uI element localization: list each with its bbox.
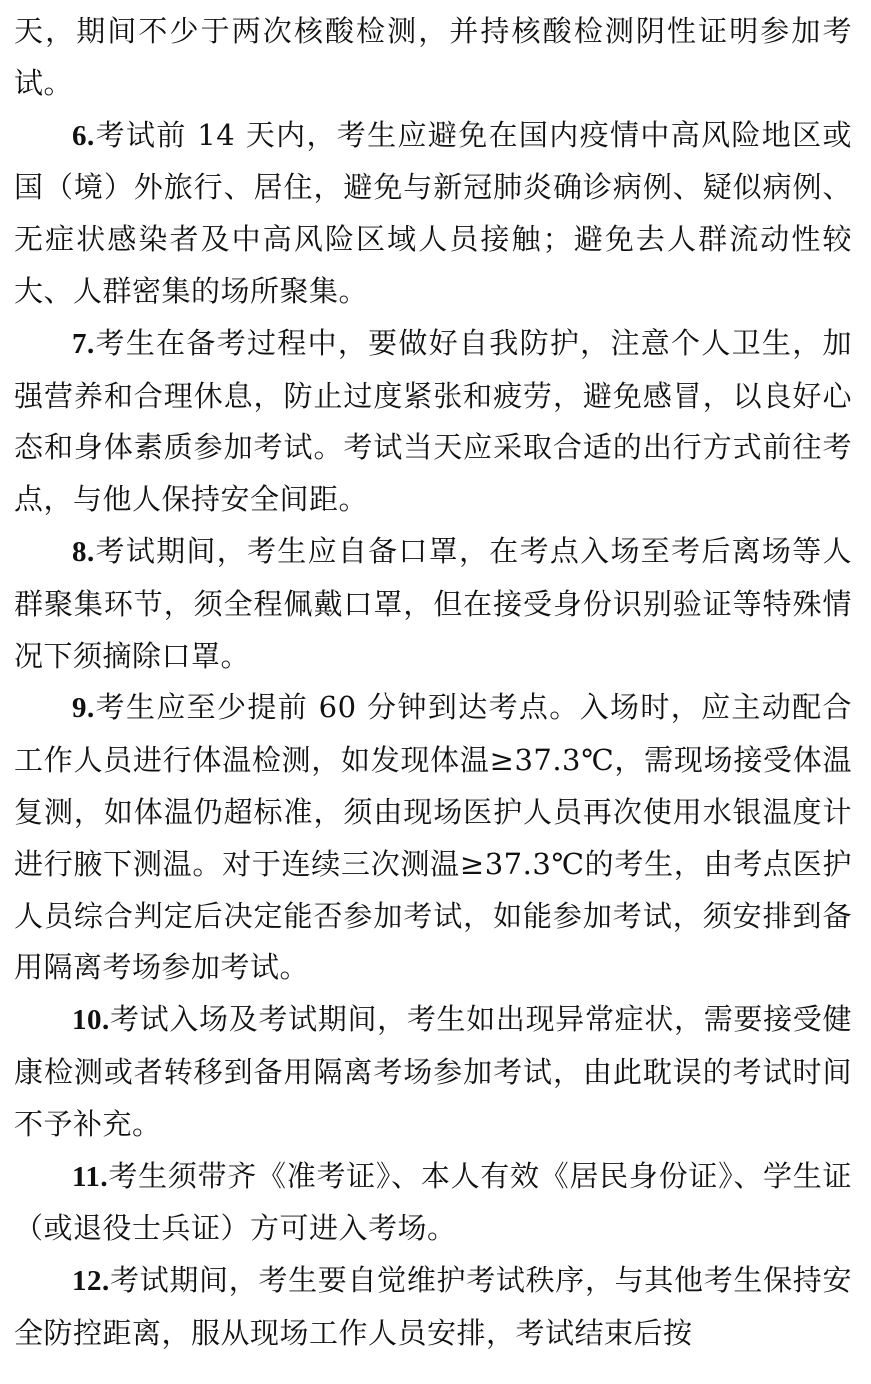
item-number: 8. [72, 535, 95, 568]
item-number: 12. [72, 1265, 110, 1298]
item-number: 9. [72, 692, 95, 725]
paragraph-text: 考生应至少提前 60 分钟到达考点。入场时，应主动配合工作人员进行体温检测，如发现体温≥37.3℃，需现场接受体温复测，如体温仍超标准，须由现场医护人员再次使用水银温度计进行腋下测温。对于连续三次测温≥37.3℃的考生，由考点医护人员综合判定后决定能否参加考试，如能参加考试，须安排到备用隔离考场参加考试。 [14, 690, 852, 985]
paragraph-text: 考试入场及考试期间，考生如出现异常症状，需要接受健康检测或者转移到备用隔离考场参加考试，由此耽误的考试时间不予补充。 [14, 1002, 852, 1141]
paragraph-text: 考生在备考过程中，要做好自我防护，注意个人卫生，加强营养和合理休息，防止过度紧张和疲劳，避免感冒，以良好心态和身体素质参加考试。考试当天应采取合适的出行方式前往考点，与他人保持安全间距。 [14, 325, 852, 517]
paragraph-item-11 [14, 1151, 852, 1256]
paragraph-item-9 [14, 682, 852, 994]
paragraph-text: 考生须带齐《准考证》、本人有效《居民身份证》、学生证（或退役士兵证）方可进入考场。 [14, 1158, 852, 1246]
paragraph-text: 考试期间，考生应自备口罩，在考点入场至考后离场等人群聚集环节，须全程佩戴口罩，但在接受身份识别验证等特殊情况下须摘除口罩。 [14, 533, 852, 673]
paragraph-text: 考试前 14 天内，考生应避免在国内疫情中高风险地区或国（境）外旅行、居住，避免与新冠肺炎确诊病例、疑似病例、无症状感染者及中高风险区域人员接触；避免去人群流动性较大、人群密集的场所聚集。 [14, 117, 852, 308]
paragraph-text: 考试期间，考生要自觉维护考试秩序，与其他考生保持安全防控距离，服从现场工作人员安排，考试结束后按 [14, 1263, 852, 1350]
paragraph-item-7 [14, 318, 852, 526]
paragraph-item-6 [14, 110, 852, 318]
paragraph-item-10 [14, 994, 852, 1150]
item-number: 7. [72, 327, 95, 360]
paragraph-item-8 [14, 526, 852, 682]
document-page [14, 6, 852, 1360]
paragraph-text: 天，期间不少于两次核酸检测，并持核酸检测阴性证明参加考试。 [14, 14, 852, 100]
item-number: 10. [72, 1004, 110, 1037]
paragraph-continuation [14, 6, 852, 110]
item-number: 11. [72, 1160, 109, 1193]
item-number: 6. [72, 119, 95, 152]
paragraph-item-12 [14, 1255, 852, 1360]
